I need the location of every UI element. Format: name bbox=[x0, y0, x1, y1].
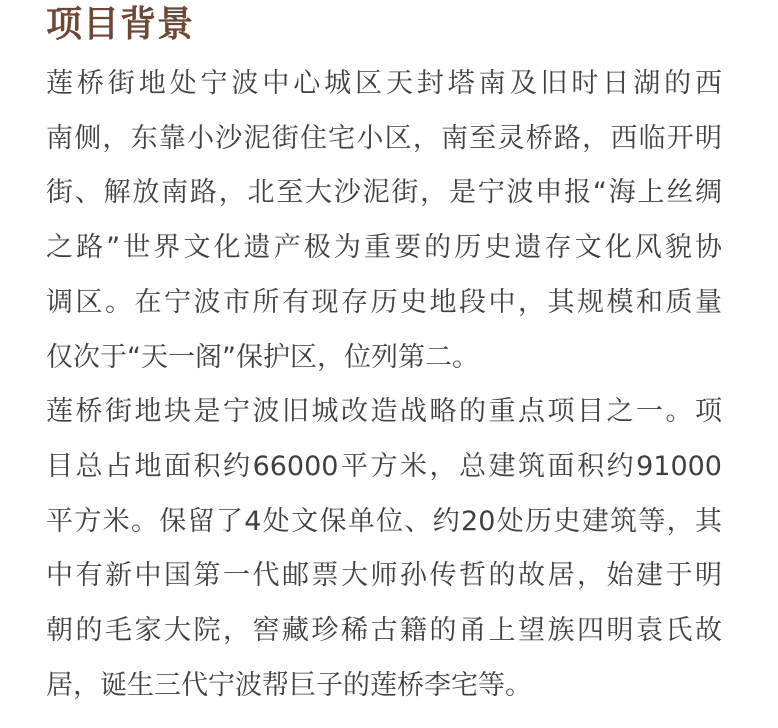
paragraph-line: 仅次于“天一阁”保护区，位列第二。 bbox=[46, 341, 479, 373]
paragraph-line: 莲桥街地块是宁波旧城改造战略的重点项目之一。项 bbox=[46, 396, 722, 428]
paragraph-project-overview bbox=[46, 385, 722, 713]
section-title: 项目背景 bbox=[46, 4, 195, 45]
paragraph-line: 中有新中国第一代邮票大师孙传哲的故居，始建于明 bbox=[46, 560, 722, 592]
paragraph-line: 街、解放南路，北至大沙泥街，是宁波申报“海上丝绸 bbox=[46, 177, 722, 209]
paragraph-location bbox=[46, 57, 722, 385]
paragraph-line: 目总占地面积约66000平方米，总建筑面积约91000 bbox=[46, 450, 722, 482]
paragraph-line: 之路”世界文化遗产极为重要的历史遗存文化风貌协 bbox=[46, 232, 722, 264]
paragraph-line: 平方米。保留了4处文保单位、约20处历史建筑等，其 bbox=[46, 505, 722, 537]
paragraph-line: 调区。在宁波市所有现存历史地段中，其规模和质量 bbox=[46, 286, 722, 318]
paragraph-line: 居，诞生三代宁波帮巨子的莲桥李宅等。 bbox=[46, 669, 532, 701]
paragraph-line: 莲桥街地处宁波中心城区天封塔南及旧时日湖的西 bbox=[46, 68, 722, 99]
paragraph-line: 朝的毛家大院，窖藏珍稀古籍的甬上望族四明袁氏故 bbox=[46, 615, 722, 647]
paragraph-line: 南侧，东靠小沙泥街住宅小区，南至灵桥路，西临开明 bbox=[46, 122, 722, 154]
